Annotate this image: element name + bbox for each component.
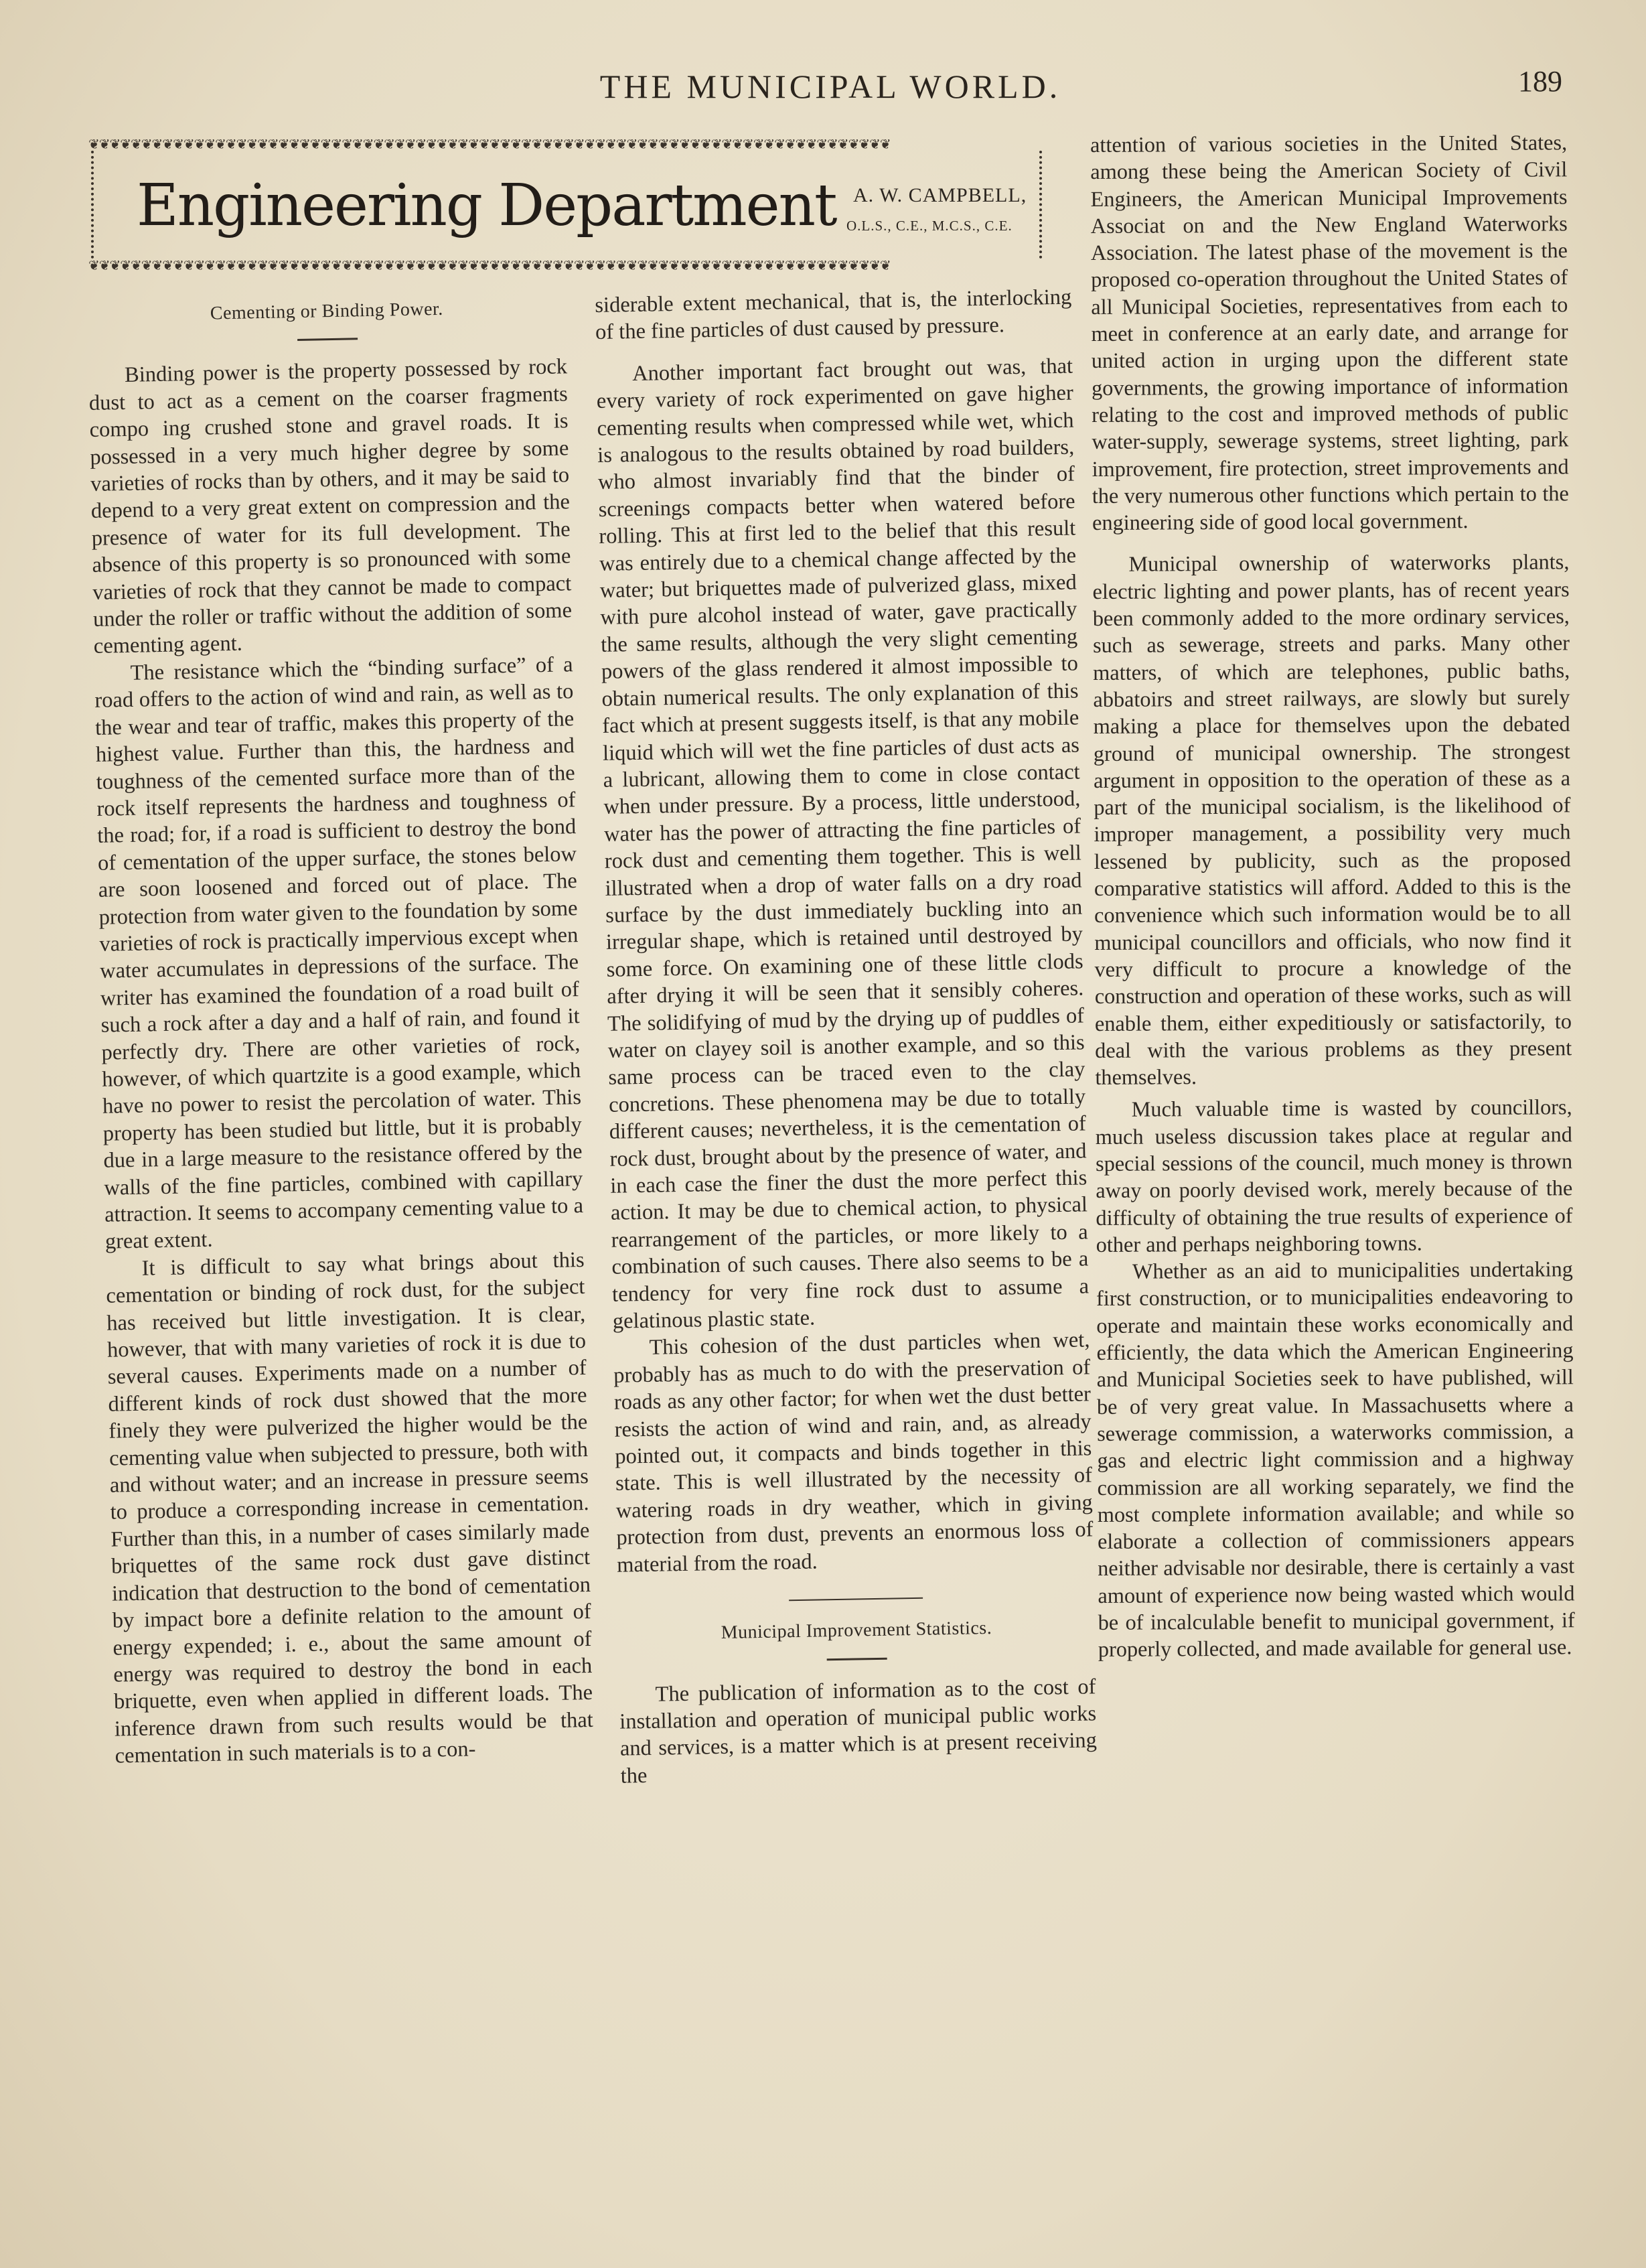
article-heading: Municipal Improvement Statistics. bbox=[721, 1618, 992, 1644]
ornamental-border-right bbox=[1025, 151, 1042, 259]
paragraph-continued: attention of various societies in the United States, among these being the American Society of Civil Engineers, the American Municipal Improvements Associat on and the New England Waterworks Association. The latest phase of the movement is the proposed co-operation throughout the United States of all Municipal Societies, representatives from each to meet in conference at an early date, and arrange for united action in urging upon the different state governments, the growing importance of information relating to the cost and improved methods of public water-supply, sewerage systems, street lighting, park improvement, fire protection, street improvements and the very numerous other functions which pertain to the engineering side of good local government. bbox=[1090, 130, 1569, 535]
paragraph: Binding power is the property possessed by rock dust to act as a cement on the coarser fragments compo ing crushed stone and gravel roads. It is possessed in a very much higher degree by some varieties of rocks than by others, and it may be said to depend to a very great extent on compression and the presence of water for its full development. The absence of this property is so pronounced with some varieties of rock that they cannot be made to compact under the roller or traffic without the addition of some cementing agent. bbox=[88, 354, 573, 659]
author-credentials: O.L.S., C.E., M.C.S., C.E. bbox=[846, 218, 1013, 234]
column-2 bbox=[595, 284, 1098, 1790]
ornamental-border-top: ❦❦❦❦❦❦❦❦❦❦❦❦❦❦❦❦❦❦❦❦❦❦❦❦❦❦❦❦❦❦❦❦❦❦❦❦❦❦❦❦❦❦❦❦❦❦❦❦❦❦❦❦❦❦❦❦❦❦❦❦❦❦❦❦❦❦❦❦❦❦❦❦❦❦❦❦ bbox=[88, 136, 891, 152]
paragraph: Municipal ownership of waterworks plants, electric lighting and power plants, has of recent years been commonly added to the more ordinary services, such as sewerage, streets and parks. Many other matters, of which are telephones, public baths, abbatoirs and street railways, are slowly but surely making a place for themselves upon the debated ground of municipal ownership. The strongest argument in opposition to the operation of these as a part of the municipal socialism, is the likelihood of improper management, a possibility very much lessened by publicity, such as the proposed comparative statistics will afford. Added to this is the convenience which such information would be to all municipal councillors and officials, who now find it very difficult to procure a knowledge of the construction and operation of these works, such as will enable them, either expeditiously or satisfactorily, to deal with the various problems as they present themselves. bbox=[1092, 549, 1572, 1090]
column-1 bbox=[87, 293, 594, 1770]
heading-rule bbox=[827, 1657, 887, 1660]
ornamental-border-left bbox=[91, 151, 108, 259]
page-number: 189 bbox=[1518, 65, 1562, 98]
paragraph: Another important fact brought out was, that every variety of rock experimented on gave higher cementing results when compressed while wet, which is analogous to the results obtained by road builders, who almost invariably find that the binder of screenings compacts better when watered before rolling. This at first led to the belief that this result was entirely due to a chemical change affected by the water; but briquettes made of pulverized glass, mixed with pure alcohol instead of water, gave practically the same results, although the very slight cementing powers of the glass rendered it almost impossible to obtain numerical results. The only explanation of this fact which at present suggests itself, is that any mobile liquid which will wet the fine particles of dust acts as a lubricant, allowing them to come in close contact when under pressure. By a process, little understood, water has the power of attracting the fine particles of rock dust and cementing them together. This is well illustrated when a drop of water falls on a dry road surface by the dust immediately buckling into an irregular shape, which is retained until destroyed by some force. On examining one of these little clods after drying it will be seen that it sensibly coheres. The solidifying of mud by the drying up of puddles of water on clayey soil is another example, and so this same process can be traced even to the clay concretions. These phenomena may be due to totally different causes; nevertheless, it is the cementation of rock dust, brought about by the presence of water, and in each case the finer the dust the more perfect this action. It may be due to chemical action, to physical rearrangement of the particles, or more likely to a combination of such causes. There also seems to be a tendency for very fine rock dust to assume a gelatinous plastic state. bbox=[596, 354, 1090, 1334]
paragraph: The resistance which the “binding surface” of a road offers to the action of wind and rain, as well as to the wear and tear of traffic, makes this property of the highest value. Further than this, the hardness and toughness of the cemented surface more than of the rock itself represents the hardness and toughness of the road; for, if a road is sufficient to destroy the bond of cementation of the upper surface, the stones below are soon loosened and forced out of place. The protection from water given to the foundation by some varieties of rock is practically impervious except when water accumulates in depressions of the surface. The writer has examined the foundation of a road built of such a rock after a day and a half of rain, and found it perfectly dry. There are other varieties of rock, however, of which quartzite is a good example, which have no power to resist the percolation of water. This property has been studied but little, but it is probably due in a large measure to the resistance offered by the walls of the fine particles, combined with capillary attraction. It seems to accompany cementing value to a great extent. bbox=[94, 652, 584, 1255]
department-author: A. W. CAMPBELL, bbox=[853, 184, 1027, 206]
paragraph-continued: siderable extent mechanical, that is, the interlocking of the fine particles of dust caused by pressure. bbox=[595, 285, 1072, 345]
department-banner bbox=[88, 136, 1042, 273]
ornamental-border-bottom: ❦❦❦❦❦❦❦❦❦❦❦❦❦❦❦❦❦❦❦❦❦❦❦❦❦❦❦❦❦❦❦❦❦❦❦❦❦❦❦❦❦❦❦❦❦❦❦❦❦❦❦❦❦❦❦❦❦❦❦❦❦❦❦❦❦❦❦❦❦❦❦❦❦❦❦❦ bbox=[88, 257, 891, 273]
section-divider bbox=[789, 1598, 923, 1601]
heading-rule bbox=[297, 338, 358, 342]
paragraph: Whether as an aid to municipalities undertaking first construction, or to municipalities endeavoring to operate and maintain these works economically and efficiently, the data which the American Engineering and Municipal Societies seek to have published, will be of very great value. In Massachusetts where a sewerage commission, a waterworks commission, a gas and electric light commission and a highway commission are all working separately, we find the most complete information available; and while so elaborate a collection of commissioners appears neither advisable nor desirable, there is certainly a vast amount of experience now being wasted which would be of incalculable benefit to municipal government, if properly collected, and made available for general use. bbox=[1096, 1257, 1575, 1662]
paragraph: This cohesion of the dust particles when wet, probably has as much to do with the preservation of roads as any other factor; for when wet the dust better resists the action of wind and rain, and, as already pointed out, it compacts and binds together in this state. This is well illustrated by the necessity of watering roads in dry weather, which in giving protection from dust, prevents an enormous loss of material from the road. bbox=[613, 1328, 1094, 1577]
running-title: THE MUNICIPAL WORLD. bbox=[599, 68, 1061, 105]
article-heading: Cementing or Binding Power. bbox=[210, 298, 444, 324]
department-title: Engineering Department bbox=[137, 172, 836, 239]
column-3 bbox=[1090, 129, 1575, 1662]
paragraph: It is difficult to say what brings about this cementation or binding of rock dust, for the subject has received but little investigation. It is clear, however, that with many varieties of rock it is due to several causes. Experiments made on a number of different kinds of rock dust showed that the more finely they were pulverized the higher would be the cementing value when subjected to pressure, both with and without water; and an increase in pressure seems to produce a corresponding increase in cementation. Further than this, in a number of cases similarly made briquettes of the same rock dust gave distinct indication that destruction to the bond of cementation by impact bore a definite relation to the amount of energy expended; i. e., about the same amount of energy was required to destroy the bond in each briquette, even when applied in different loads. The inference drawn from such results would be that cementation in such materials is to a con- bbox=[106, 1247, 594, 1768]
paragraph: The publication of information as to the cost of installation and operation of municipal public works and services, is a matter which is at present receiving the bbox=[619, 1674, 1098, 1788]
paragraph: Much valuable time is wasted by councillors, much useless discussion takes place at regular and special sessions of the council, much money is thrown away on poorly devised work, merely because of the difficulty of obtaining the true results of experience of other and perhaps neighboring towns. bbox=[1095, 1094, 1573, 1257]
